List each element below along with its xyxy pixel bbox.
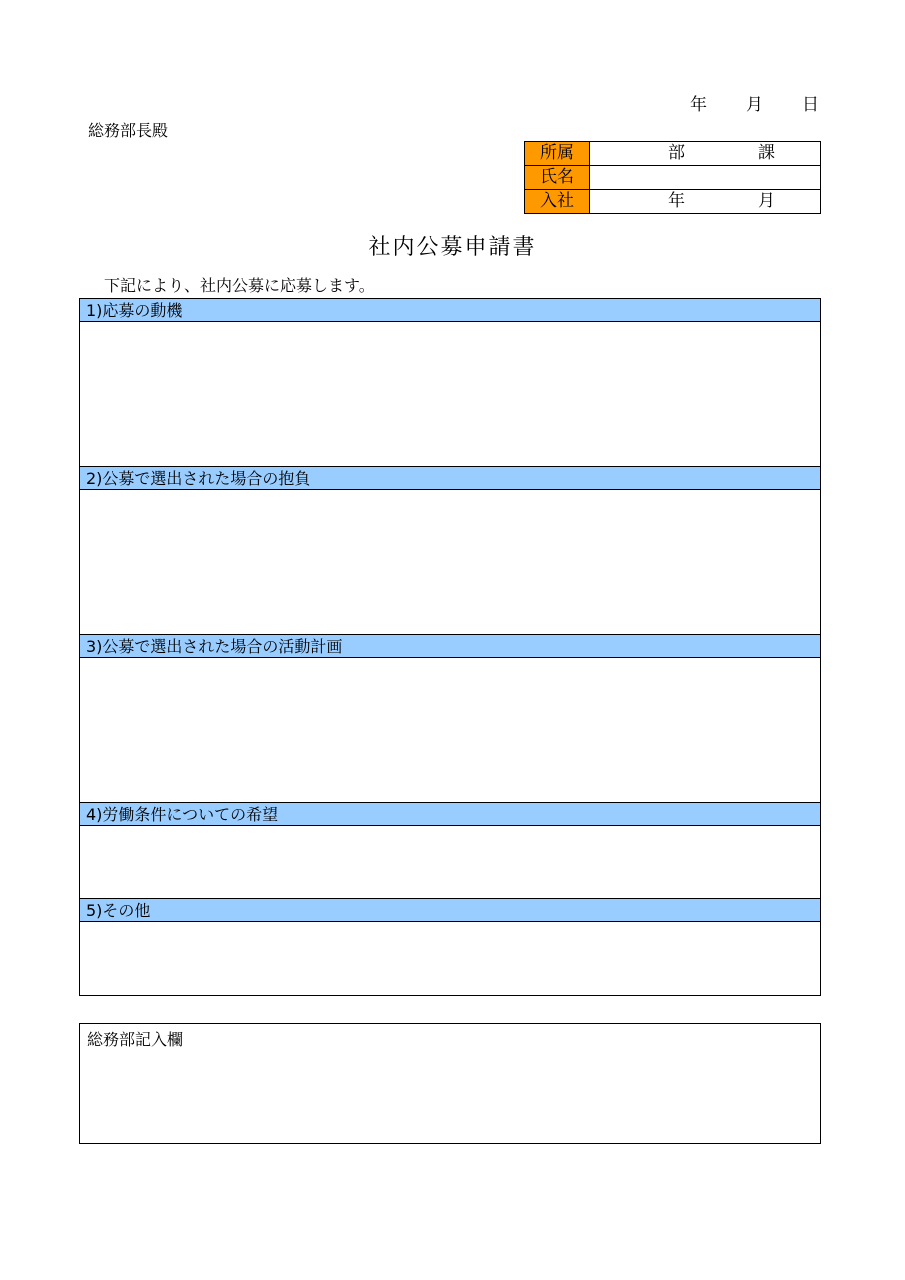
admin-notes-box[interactable] <box>79 1023 821 1144</box>
section-motivation <box>79 298 821 468</box>
section-working-conditions <box>79 802 821 900</box>
affiliation-field[interactable] <box>590 142 821 166</box>
name-label: 氏名 <box>525 166 590 190</box>
section-working-conditions-field[interactable] <box>80 826 820 898</box>
section-working-conditions-header: 4)労働条件についての希望 <box>80 803 820 826</box>
section-motivation-header: 1)応募の動機 <box>80 299 820 322</box>
joined-month-suffix: 月 <box>758 191 775 211</box>
admin-notes-label: 総務部記入欄 <box>87 1030 184 1049</box>
section-activity-plan-field[interactable] <box>80 658 820 802</box>
section-motivation-field[interactable] <box>80 322 820 466</box>
section-aspirations-field[interactable] <box>80 490 820 634</box>
section-activity-plan <box>79 634 821 804</box>
section-aspirations <box>79 466 821 636</box>
section-other-header: 5)その他 <box>80 899 820 922</box>
intro-text: 下記により、社内公募に応募します。 <box>104 276 375 295</box>
joined-row <box>525 190 821 214</box>
section-other <box>79 898 821 996</box>
name-field[interactable] <box>590 166 821 190</box>
section-other-field[interactable] <box>80 922 820 994</box>
affiliation-row <box>525 142 821 166</box>
joined-label: 入社 <box>525 190 590 214</box>
applicant-info-table <box>524 141 821 214</box>
section-aspirations-header: 2)公募で選出された場合の抱負 <box>80 467 820 490</box>
date-year-label: 年 <box>690 95 707 115</box>
date-day-label: 日 <box>802 95 819 115</box>
affiliation-label: 所属 <box>525 142 590 166</box>
section-suffix: 課 <box>758 143 775 163</box>
joined-field[interactable] <box>590 190 821 214</box>
document-title: 社内公募申請書 <box>368 235 537 260</box>
date-month-label: 月 <box>746 95 763 115</box>
name-row <box>525 166 821 190</box>
section-activity-plan-header: 3)公募で選出された場合の活動計画 <box>80 635 820 658</box>
joined-year-suffix: 年 <box>668 191 685 211</box>
addressee: 総務部長殿 <box>88 121 169 140</box>
department-suffix: 部 <box>668 143 685 163</box>
